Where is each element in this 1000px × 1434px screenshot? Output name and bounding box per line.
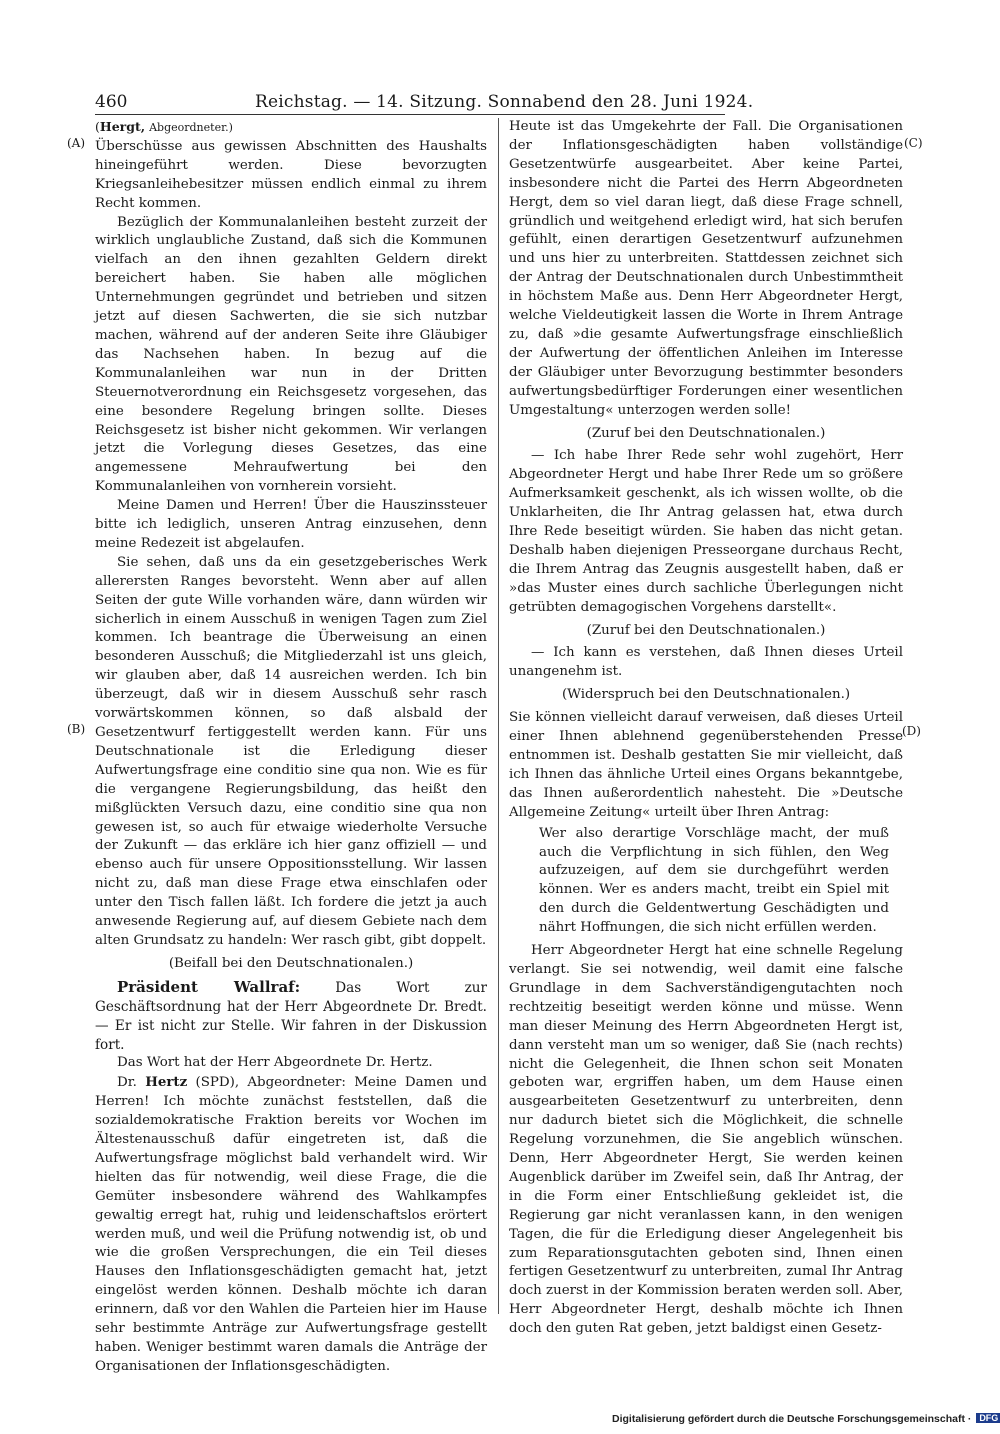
- margin-mark-b: (B): [67, 722, 86, 736]
- column-divider: [498, 118, 499, 1314]
- paragraph: Meine Damen und Herren! Über die Hauszinssteuer bitte ich lediglich, unseren Antrag einzusehen, denn meine Redezeit ist abgelaufen.: [95, 498, 487, 551]
- running-title: Reichstag. — 14. Sitzung. Sonnabend den 28. Juni 1924.: [255, 92, 754, 112]
- paragraph: Sie können vielleicht darauf verweisen, daß dieses Urteil einer Ihnen ablehnend gegenüberstehenden Presse entnommen ist. Deshalb gestatten Sie mir vielleicht, daß ich Ihnen das ähnliche Urteil eines Organs bekanntgebe, das Ihnen außerordentlich nahesteht. Die »Deutsche Allgemeine Zeitung« urteilt über Ihren Antrag:: [509, 710, 903, 820]
- speaker-role: Abgeordneter.): [149, 121, 233, 134]
- paragraph: Herr Abgeordneter Hergt hat eine schnelle Regelung verlangt. Sie sei notwendig, weil damit eine falsche Grundlage in dem Sachverständigengutachten noch rechtzeitig beseitigt werden könne und müsse. Wenn man dieser Meinung des Herrn Abgeordneten Hergt ist, dann versteht man um so weniger, daß Sie (nach rechts) nicht die Gelegenheit, die Ihnen schon seit Monaten geboten war, ergriffen haben, um dem Hause einen ausgearbeiteten Gesetzentwurf zu unterbreiten, denn nur dadurch bietet sich die Möglichkeit, die schnelle Regelung vorzunehmen, die Sie angeblich wünschen. Denn, Herr Abgeordneter Hergt, Sie werden keinen Augenblick darüber im Zweifel sein, daß Ihr Antrag, der in die Form einer Entschließung gekleidet ist, die Regierung gar nicht veranlassen kann, in den wenigen Tagen, die für die Erledigung dieser Angelegenheit bis zum Reparationsgutachten geboten sind, Ihnen einen fertigen Gesetzentwurf zu unterbreiten, zumal Ihr Antrag doch zuerst in der Kommission beraten werden soll. Aber, Herr Abgeordneter Hergt, deshalb möchte ich Ihnen doch den guten Rat geben, jetzt baldigst einen Gesetz-: [509, 943, 903, 1337]
- hertz-prefix: Dr.: [117, 1075, 137, 1091]
- president-label: Präsident Wallraf:: [117, 977, 301, 996]
- page-number: 460: [95, 92, 128, 112]
- margin-mark-a: (A): [67, 136, 86, 150]
- speaker-name: Hergt,: [99, 119, 146, 134]
- header-rule: [95, 114, 725, 115]
- paragraph: — Ich habe Ihrer Rede sehr wohl zugehört, Herr Abgeordneter Hergt und habe Ihrer Rede um so größere Aufmerksamkeit geschenkt, als ich wissen wollte, ob die Unklarheiten, die Ihr Antrag gelassen hat, etwa durch Ihre Rede beseitigt würden. Sie haben das nicht getan. Deshalb haben diejenigen Presseorgane durchaus Recht, die Ihrem Antrag das Zeugnis ausgestellt haben, daß er »das Muster eines durch sachliche Überlegungen nicht getrübten demagogischen Vorgehens darstellt«.: [509, 448, 903, 615]
- right-column: [509, 118, 903, 1339]
- margin-mark-d: (D): [902, 724, 921, 738]
- paragraph: Heute ist das Umgekehrte der Fall. Die Organisationen der Inflationsgeschädigten haben vollständige Gesetzentwürfe ausgearbeitet. Aber keine Partei, insbesondere nicht die Partei des Herrn Abgeordneten Hergt, dem so viel daran liegt, daß diese Frage schnell, gründlich und weitgehend erledigt wird, hat sich berufen gefühlt, einen derartigen Gesetzentwurf aufzunehmen und uns hier zu unterbreiten. Stattdessen zeichnet sich der Antrag der Deutschnationalen durch Unbestimmtheit in höchstem Maße aus. Denn Herr Abgeordneter Hergt, welche Vieldeutigkeit lassen die Worte in Ihrem Antrage zu, daß »die gesamte Aufwertungsfrage einschließlich der Aufwertung der öffentlichen Anleihen im Interesse der Gläubiger unter Bevorzugung bestimmter besonders aufwertungsbedürftiger Forderungen einer wesentlichen Umgestaltung« unterzogen werden solle!: [509, 119, 903, 418]
- block-quote: Wer also derartige Vorschläge macht, der muß auch die Verpflichtung in sich fühlen, den Weg aufzuzeigen, auf dem sie durchgeführt werden können. Wer es anders macht, treibt ein Spiel mit den durch die Geldentwertung Geschädigten und nährt Hoffnungen, die sich nicht erfüllen werden.: [539, 825, 889, 936]
- applause-note: (Beifall bei den Deutschnationalen.): [168, 955, 414, 971]
- margin-mark-c: (C): [904, 136, 923, 150]
- dfg-logo: DFG: [976, 1413, 1000, 1423]
- paragraph: Bezüglich der Kommunalanleihen besteht zurzeit der wirklich unglaubliche Zustand, daß sich die Kommunen vielfach an den ihnen gezahlten Geldern direkt bereichert haben. Sie haben alle möglichen Unternehmungen gegründet und betrieben und sitzen jetzt auf diesen Sachwerten, die sie sich nutzbar machen, während auf der anderen Seite ihre Gläubiger das Nachsehen haben. In bezug auf die Kommunalanleihen war nun in der Dritten Steuernotverordnung ein Reichsgesetz vorgesehen, das eine besondere Regelung bringen sollte. Dieses Reichsgesetz ist bisher nicht gekommen. Wir verlangen jetzt die Vorlegung dieses Gesetzes, das eine angemessene Mehraufwertung bei den Kommunalanleihen von vornherein vorsieht.: [95, 214, 487, 495]
- footer-credit: [612, 1413, 1000, 1425]
- footer-text: Digitalisierung gefördert durch die Deutsche Forschungsgemeinschaft ·: [612, 1413, 972, 1425]
- paragraph: — Ich kann es verstehen, daß Ihnen dieses Urteil unangenehm ist.: [509, 645, 903, 680]
- paragraph: Überschüsse aus gewissen Abschnitten des Haushalts hineingeführt werden. Diese bevorzugten Kriegsanleihebesitzer müssen endlich einmal zu ihrem Recht kommen.: [95, 138, 487, 211]
- president-statement: [95, 978, 487, 1055]
- hertz-text: Meine Damen und Herren! Ich möchte zunächst feststellen, daß die sozialdemokratische Fraktion bereits vor Wochen im Ältestenausschuß dafür eingetreten ist, daß die Aufwertungsfrage möglichst bald verhandelt wird. Wir hielten das für notwendig, weil diese Frage, die die Gemüter insbesondere während des Wahlkampfes gewaltig erregt hat, ruhig und leidenschaftslos erörtert werden muß, und weil die Prüfung notwendig ist, ob und wie die großen Versprechungen, die ein Teil dieses Hauses den Inflationsgeschädigten gemacht hat, jetzt eingelöst werden können. Deshalb möchte ich daran erinnern, daß vor den Wahlen die Parteien hier im Hause sehr bestimmte Anträge zur Aufwertungsfrage gestellt haben. Weniger bestimmt waren damals die Anträge der Organisationen der Inflationsgeschädigten.: [95, 1075, 487, 1374]
- president-statement-2: Das Wort hat der Herr Abgeordnete Dr. Hertz.: [117, 1055, 433, 1071]
- paragraph: Sie sehen, daß uns da ein gesetzgeberisches Werk allerersten Ranges bevorsteht. Wenn aber auf allen Seiten der gute Wille vorhanden wäre, dann würden wir sicherlich in einem Ausschuß in wenigen Tagen zum Ziel kommen. Ich beantrage die Überweisung an einen besonderen Ausschuß; die Mitgliederzahl ist uns gleich, wir glauben aber, daß 14 ausreichen werden. Ich bin überzeugt, daß wir in diesem Ausschuß sehr rasch vorwärtskommen können, so daß alsbald der Gesetzentwurf fertiggestellt werden kann. Für uns Deutschnationale ist die Erledigung dieser Aufwertungsfrage eine conditio sine qua non. Wie es für die vergangene Regierungsbildung, das heißt den mißglückten Versuch dazu, eine conditio sine qua non gewesen ist, so auch für etwaige wiederholte Versuche der Zukunft — das erkläre ich hier ganz offiziell — und ebenso auch für unsere Oppositionsstellung. Wir lassen nicht zu, daß man diese Frage etwa einschlafen oder unter den Tisch fallen läßt. Ich fordere die jetzt ja auch anwesende Regierung auf, auf diesem Gebiete nach dem alten Grundsatz zu handeln: Wer rasch gibt, gibt doppelt.: [95, 554, 487, 948]
- hertz-speech: [95, 1073, 487, 1377]
- interjection: (Zuruf bei den Deutschnationalen.): [586, 622, 826, 638]
- hertz-name: Hertz: [145, 1074, 188, 1091]
- hertz-party: (SPD), Abgeordneter:: [195, 1075, 346, 1091]
- interjection: (Widerspruch bei den Deutschnationalen.): [561, 687, 851, 703]
- left-column: [95, 118, 487, 1377]
- speaker-header: (Hergt, Abgeordneter.): [95, 119, 233, 134]
- interjection: (Zuruf bei den Deutschnationalen.): [586, 425, 826, 441]
- president-text: Das Wort zur Geschäftsordnung hat der Herr Abgeordnete Dr. Bredt. — Er ist nicht zur Stelle. Wir fahren in der Diskussion fort.: [95, 979, 488, 1053]
